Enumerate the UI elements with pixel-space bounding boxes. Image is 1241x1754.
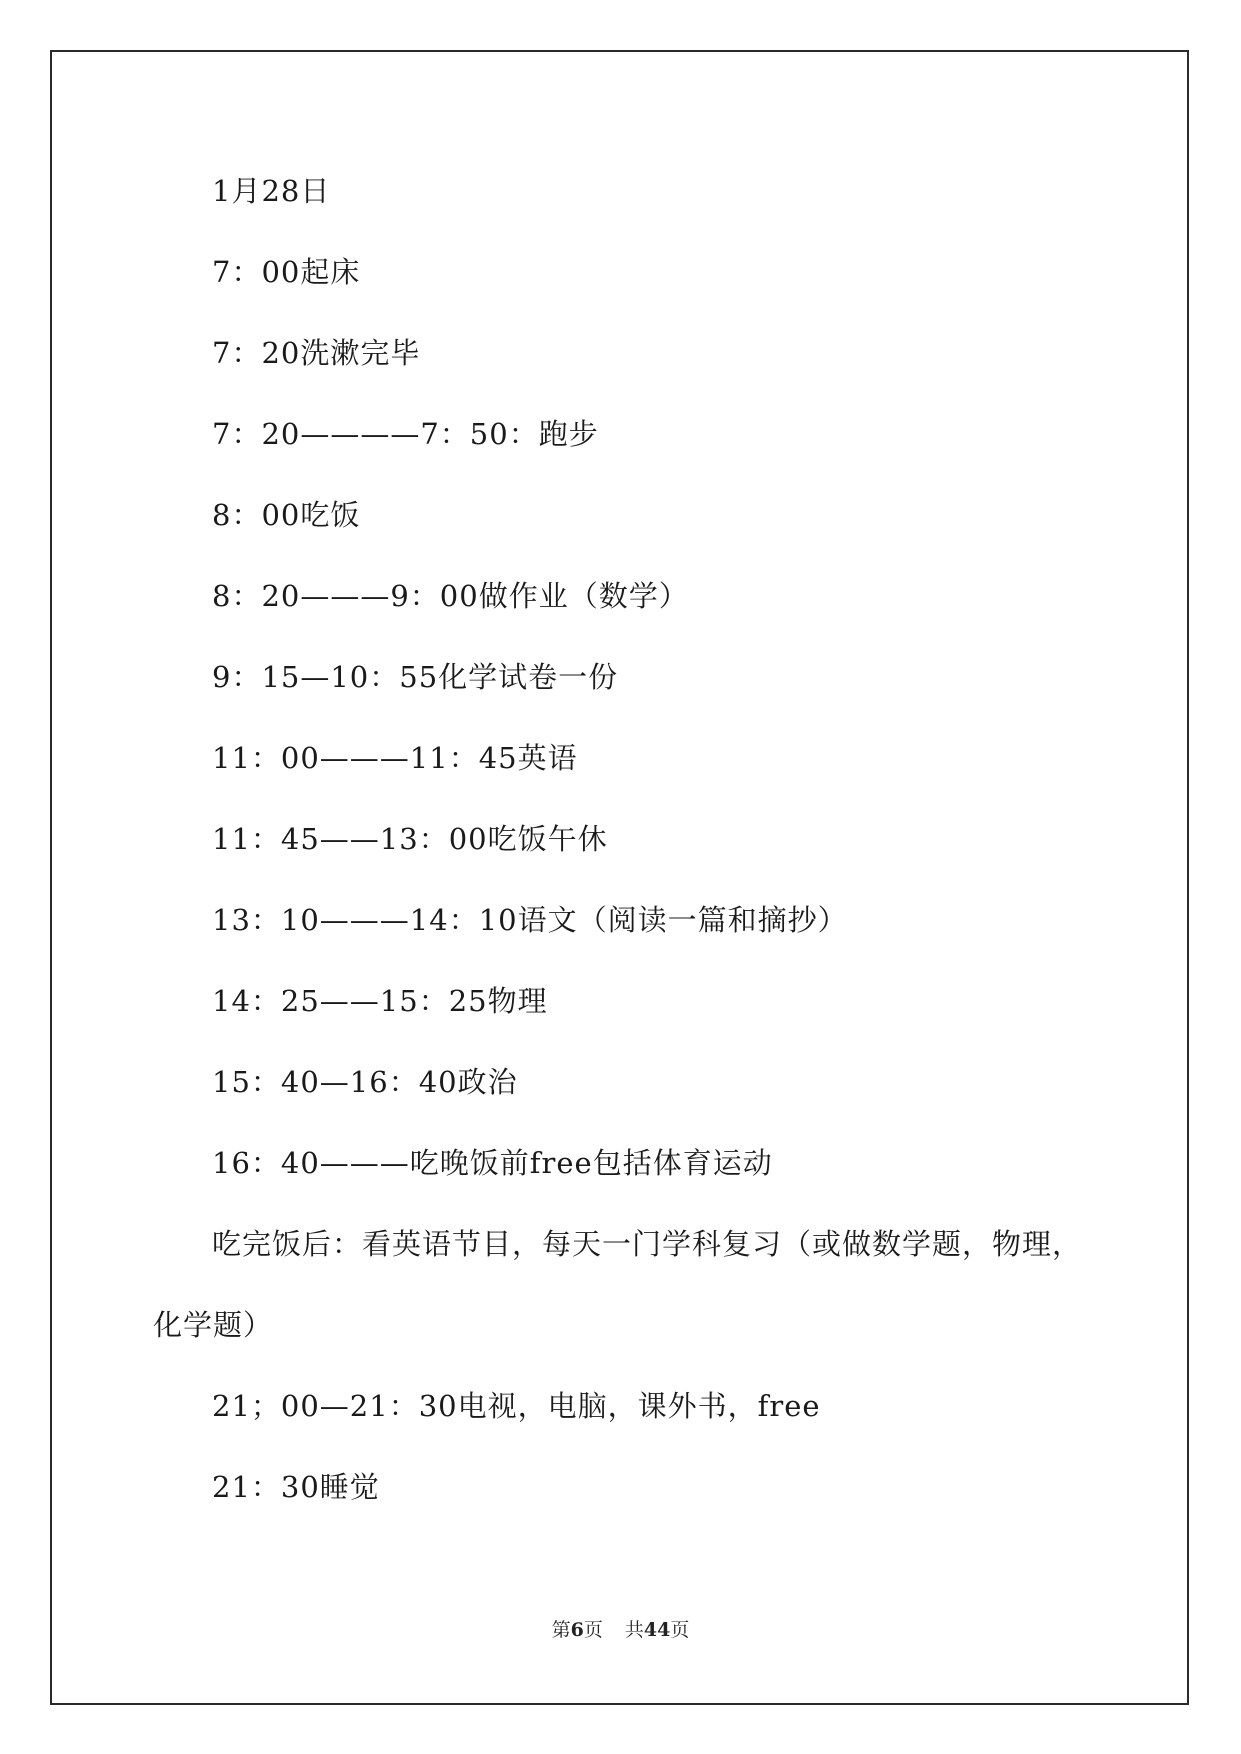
page-border (50, 50, 1189, 1705)
schedule-line: 7：00起床 (212, 255, 361, 289)
schedule-line: 7：20————7：50：跑步 (212, 417, 599, 451)
schedule-line: 16：40———吃晚饭前free包括体育运动 (212, 1146, 773, 1180)
schedule-paragraph-continuation: 化学题） (153, 1308, 274, 1342)
schedule-line: 8：20———9：00做作业（数学） (212, 579, 689, 613)
footer-total-pages: 44 (643, 1619, 671, 1641)
schedule-line: 7：20洗漱完毕 (212, 336, 421, 370)
footer-total-prefix: 共 (624, 1619, 644, 1641)
page-footer (0, 1617, 1241, 1643)
schedule-line: 15：40—16：40政治 (212, 1065, 518, 1099)
schedule-line: 9：15—10：55化学试卷一份 (212, 660, 619, 694)
footer-total-suffix: 页 (670, 1619, 690, 1641)
schedule-line: 14：25——15：25物理 (212, 984, 548, 1018)
schedule-line: 21；00—21：30电视，电脑，课外书，free (212, 1389, 821, 1423)
schedule-line: 8：00吃饭 (212, 498, 361, 532)
footer-page-number: 6 (570, 1619, 584, 1641)
schedule-line: 11：00———11：45英语 (212, 741, 578, 775)
schedule-line: 21：30睡觉 (212, 1470, 380, 1504)
footer-page-prefix: 第 (551, 1619, 571, 1641)
footer-page-suffix: 页 (583, 1619, 603, 1641)
schedule-line: 13：10———14：10语文（阅读一篇和摘抄） (212, 903, 848, 937)
schedule-date: 1月28日 (212, 174, 331, 208)
schedule-line: 11：45——13：00吃饭午休 (212, 822, 608, 856)
schedule-paragraph: 吃完饭后：看英语节目，每天一门学科复习（或做数学题，物理， (212, 1227, 1083, 1261)
